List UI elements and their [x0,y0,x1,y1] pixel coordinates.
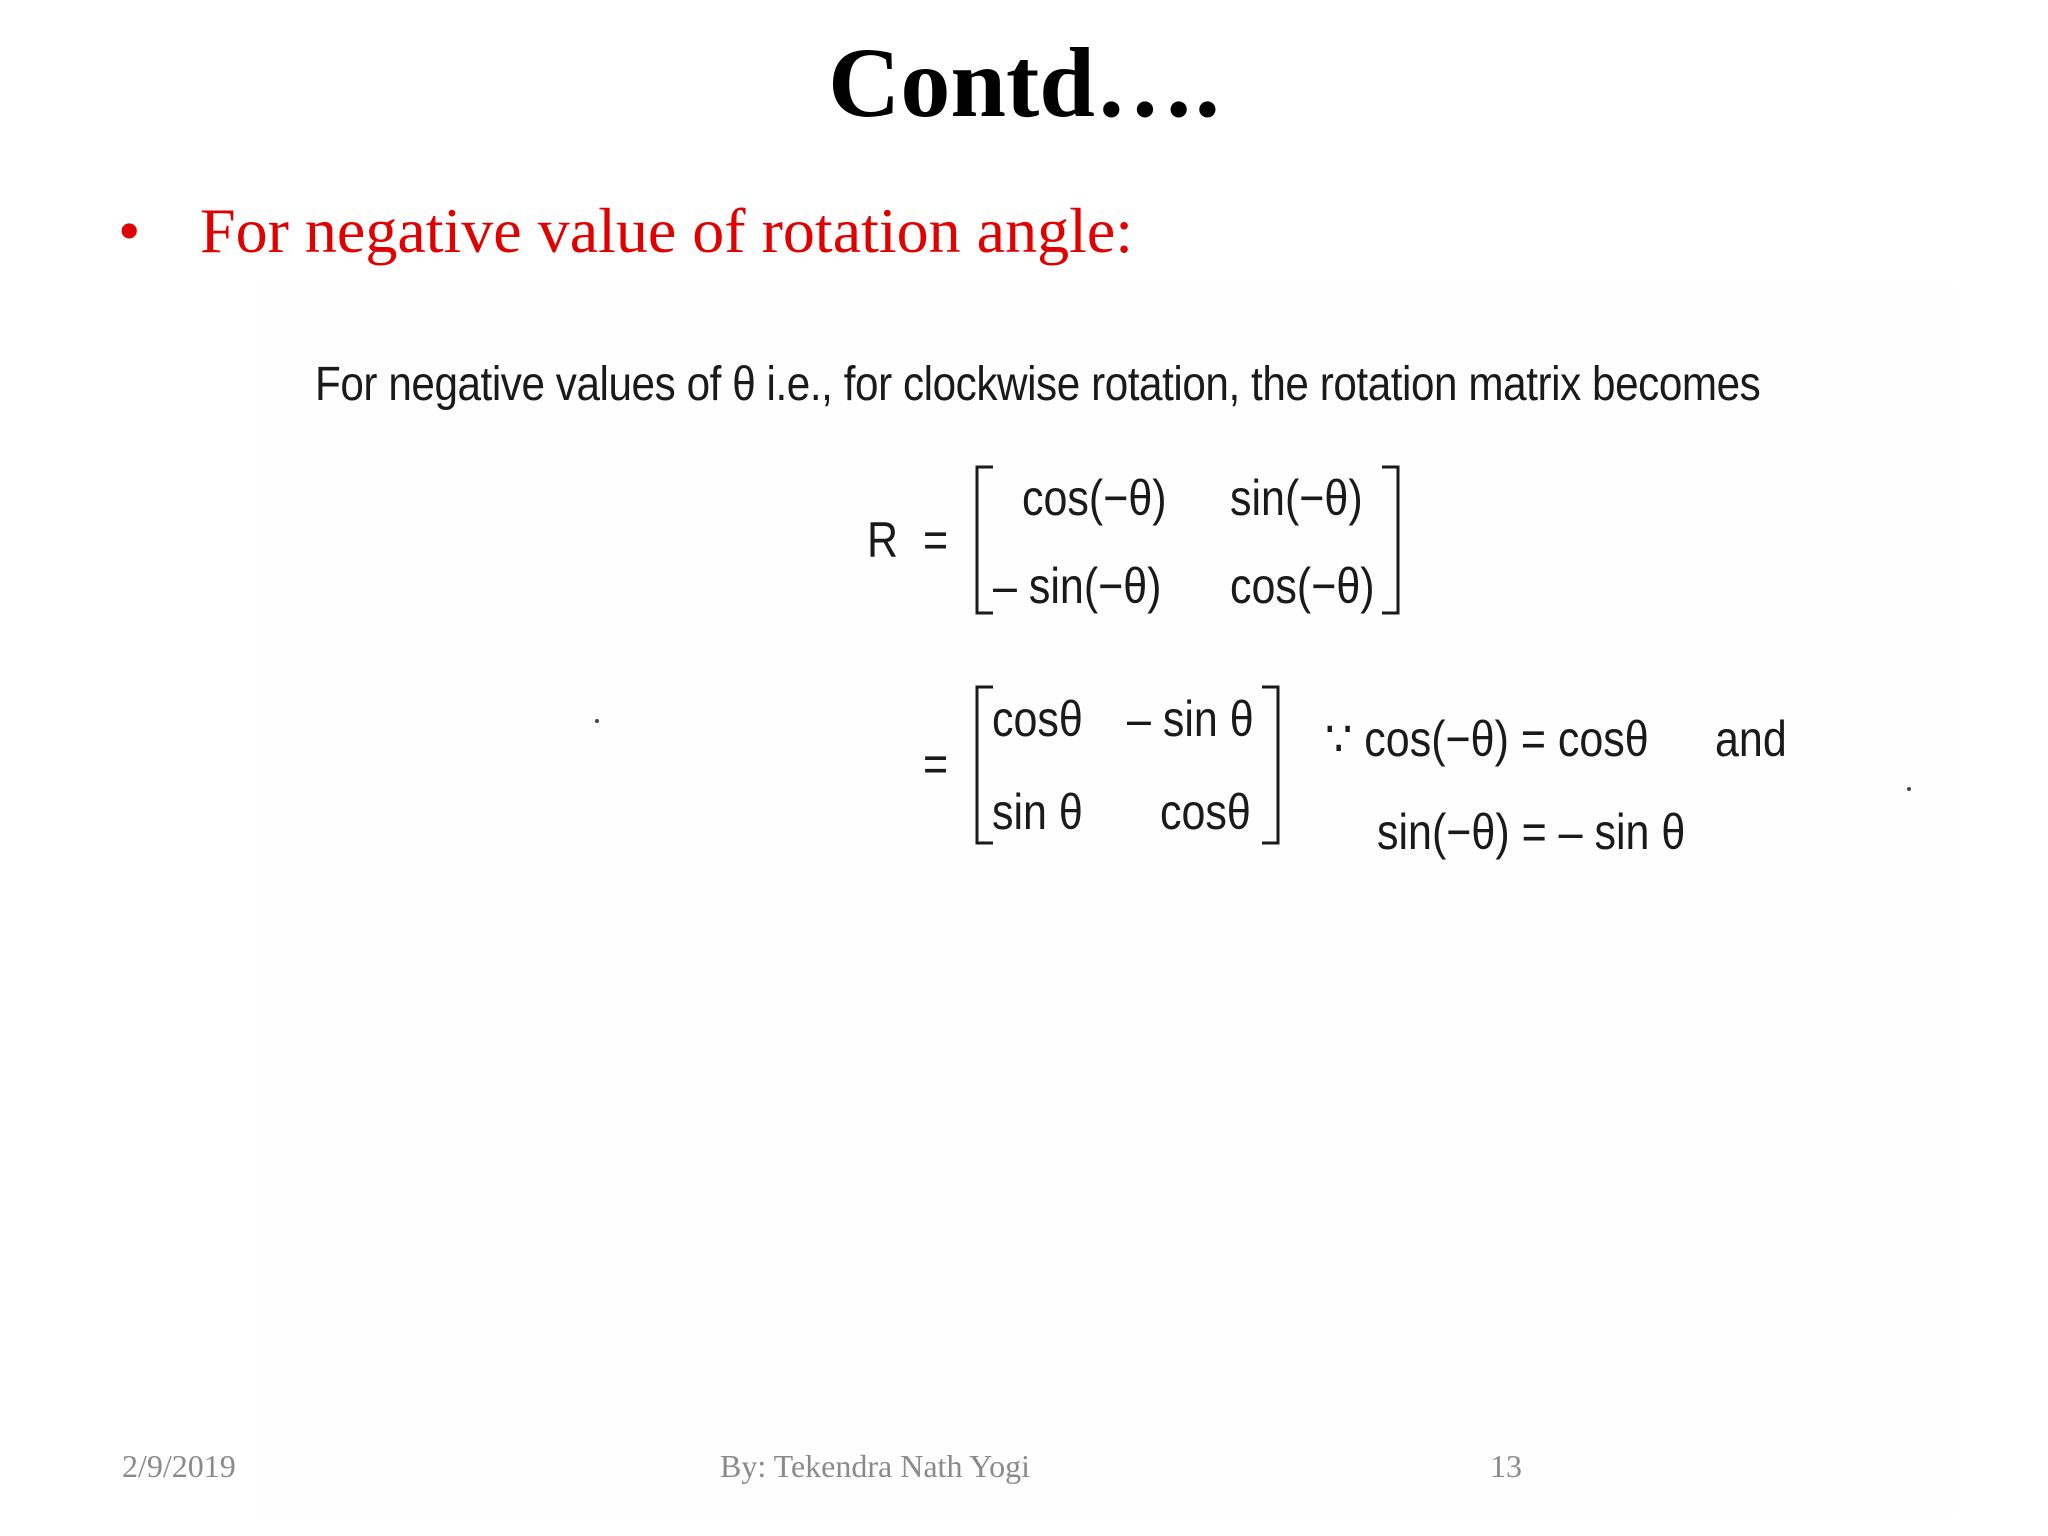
matrix1-r2c1: – sin(−θ) [993,558,1162,614]
identity-sin-text: sin(−θ) = – sin θ [1377,804,1686,860]
footer-page-number: 13 [1490,1448,1522,1484]
matrix1-lhs: R [867,512,899,568]
excerpt-intro-text: For negative values of θ i.e., for clockwise rotation, the rotation matrix becomes [315,358,1761,411]
matrix1-r2c2: cos(−θ) [1230,558,1375,614]
matrix2-right-bracket [1260,685,1284,845]
scan-speck [1907,787,1911,791]
matrix2-r2c1: sin θ [992,784,1083,840]
matrix1-equals: = [923,512,949,568]
textbook-excerpt-image [255,285,1955,1515]
bullet-item [118,196,1133,266]
matrix1-right-bracket [1380,465,1404,615]
identity-cos-text: ∵ cos(−θ) = cosθ [1325,711,1649,767]
matrix1-r1c2: sin(−θ) [1230,470,1363,526]
matrix2-r2c2: cosθ [1160,784,1251,840]
identity-and-text: and [1715,711,1787,767]
matrix2-equals: = [923,736,949,792]
matrix2-r1c2: – sin θ [1127,691,1254,747]
slide-title: Contd…. [828,27,1220,138]
matrix1-r1c1: cos(−θ) [1022,470,1167,526]
matrix2-r1c1: cosθ [992,691,1083,747]
bullet-marker: • [118,195,141,266]
bullet-text: For negative value of rotation angle: [200,195,1134,266]
scan-speck [595,719,599,723]
footer-author: By: Tekendra Nath Yogi [720,1448,1031,1484]
footer-date: 2/9/2019 [122,1448,236,1484]
